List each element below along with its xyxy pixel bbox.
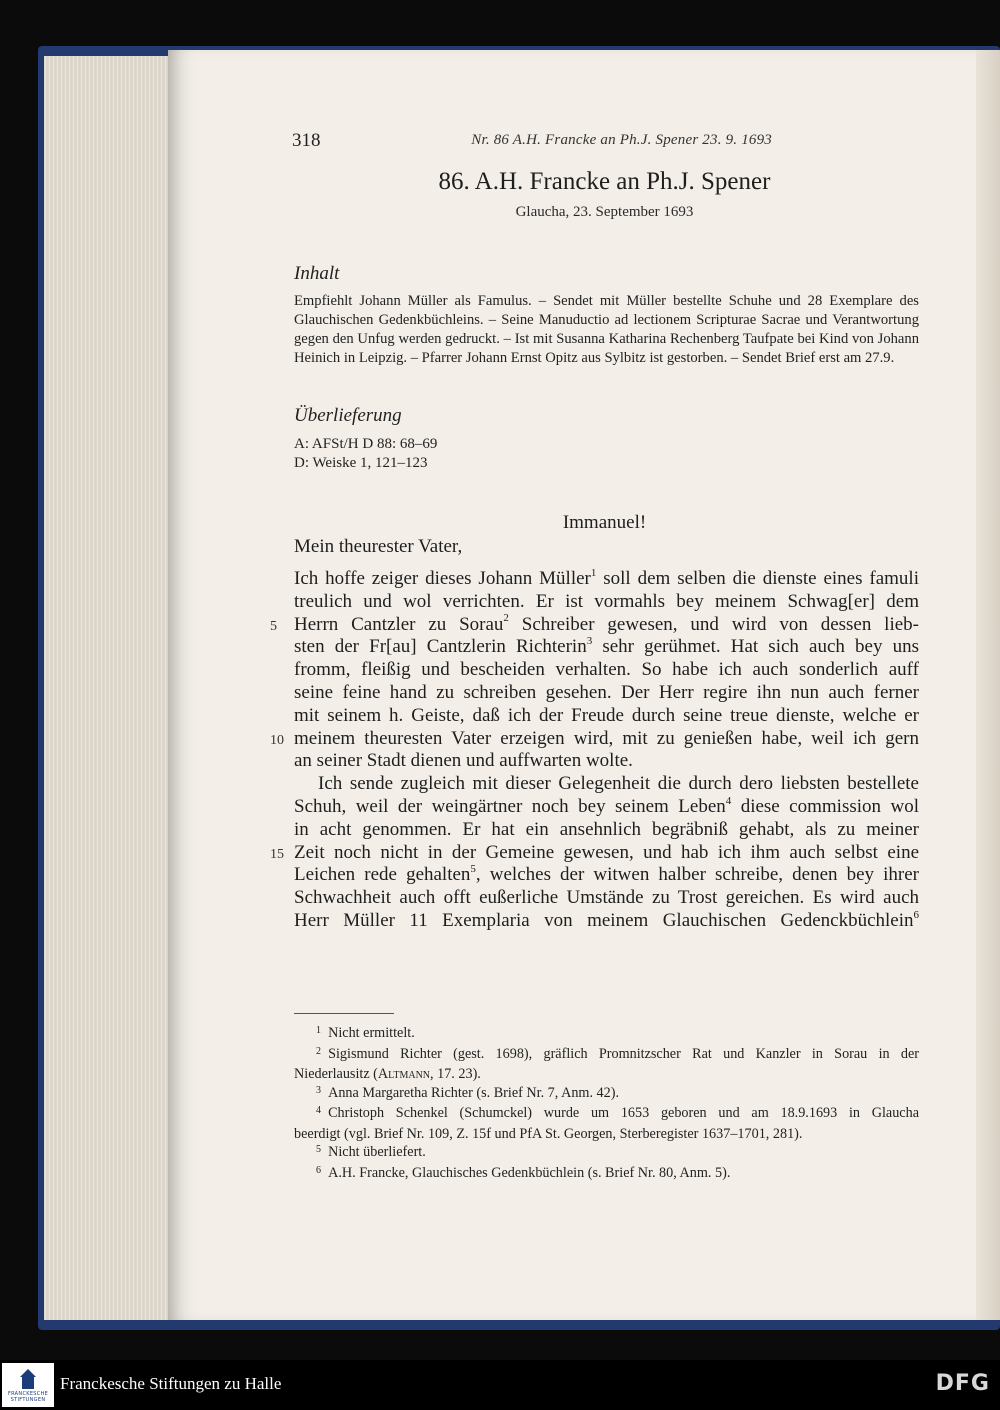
viewer-footer [0,1360,1000,1410]
footnote-text: Nicht überliefert. [328,1144,426,1160]
letter-line: sten der Fr[au] Cantzlerin Richterin$^3$ sehr gerühmet. Hat sich auch bey uns [294,635,919,658]
house-icon [20,1369,36,1377]
footnote-number: 2 [316,1045,321,1057]
running-title: Nr. 86 A.H. Francke an Ph.J. Spener 23. 9. 1693 [471,132,772,148]
letter-line: Herr Müller 11 Exemplaria von meinem Glauchischen Gedenckbüchlein$^6$ [294,908,919,931]
footnote [294,1104,919,1143]
letter-line: Ich hoffe zeiger dieses Johann Müller$^1$ soll dem selben die dienste eines famuli [294,566,919,589]
footnote-text: Niederlausitz (Altmann, 17. 23). [294,1066,481,1082]
inhalt-summary [294,292,919,368]
footnote [294,1164,919,1185]
letter-line: Schwachheit auch offt eußerliche Umstände zu Trost gereichen. Es wird auch [294,887,919,909]
footnote-text: Anna Margaretha Richter (s. Brief Nr. 7, Anm. 42). [328,1084,619,1101]
footnote-text: Christoph Schenkel (Schumckel) wurde um 1653 geboren und am 18.9.1693 in Glaucha [328,1105,919,1121]
letter-line: Herrn Cantzler zu Sorau$^2$ Schreiber gewesen, und wird von dessen lieb- [294,612,919,635]
institution-name[interactable]: Franckesche Stiftungen zu Halle [60,1374,282,1393]
dfg-logo[interactable]: DFG [935,1371,990,1396]
footnote-rule [294,1013,394,1014]
transmission-line: D: Weiske 1, 121–123 [294,455,428,471]
letter-line: Zeit noch nicht in der Gemeine gewesen, und hab ich ihm auch selbst eine [294,841,919,863]
line-number: 15 [270,847,284,862]
footnote [294,1143,919,1164]
footnote-ref[interactable]: 4 [725,794,732,807]
letter-heading: Immanuel! [562,512,647,533]
letter-line: mit seinem h. Geiste, daß ich der Freude durch seine treue dienste, welche er [294,704,919,726]
letter-line: Schuh, weil der weingärtner noch bey seinem Leben$^4$ diese commission wol [294,794,919,817]
footnote-number: 4 [316,1105,321,1116]
inhalt-heading: Inhalt [294,263,340,284]
footnote-ref[interactable]: 6 [913,908,919,921]
footnote-number: 3 [316,1084,321,1096]
footnote-text: beerdigt (vgl. Brief Nr. 109, Z. 15f und PfA St. Georgen, Sterberegister 1637–1701, 281). [294,1125,803,1142]
footnote-number: 1 [316,1025,321,1036]
letter-body [294,568,919,933]
page-edges [44,56,172,1320]
footnote-ref[interactable]: 1 [590,566,597,579]
footnote-text: A.H. Francke, Glauchisches Gedenkbüchlein (s. Brief Nr. 80, Anm. 5). [328,1164,731,1181]
letter-title: 86. A.H. Francke an Ph.J. Spener [438,168,771,195]
letter-line: Leichen rede gehalten$^5$, welches der witwen halber schreibe, denen bey ihrer [294,863,919,886]
page-right-edge [976,50,1000,1320]
footnote-ref[interactable]: 3 [586,635,593,648]
transmission-line: A: AFSt/H D 88: 68–69 [294,436,438,452]
footnote [294,1024,919,1045]
footnote-text: Nicht ermittelt. [328,1025,415,1041]
letter-line: treulich und wol verrichten. Er ist vormahls bey meinem Schwag[er] dem [294,590,919,612]
franckesche-logo[interactable] [2,1363,54,1407]
footnote-text: Sigismund Richter (gest. 1698), gräflich Promnitzscher Rat und Kanzler in Sorau in der [328,1045,919,1062]
footnotes [294,1024,919,1184]
letter-line: an seiner Stadt dienen und auffwarten wolte. [294,750,633,772]
letter-line: seine feine hand zu schreiben gesehen. Der Herr regire ihn nun auch ferner [294,681,919,703]
line-number: 5 [270,619,277,634]
footnote [294,1045,919,1084]
letter-line: fromm, fleißig und bescheiden verhalten. So habe ich auch sonderlich auff [294,659,919,681]
letter-salutation: Mein theurester Vater, [294,536,463,557]
footnote-ref[interactable]: 2 [503,612,509,625]
house-icon-body [22,1377,34,1389]
line-number: 10 [270,733,284,748]
footnote-ref[interactable]: 5 [470,863,476,876]
inhalt-text: Empfiehlt Johann Müller als Famulus. – Sendet mit Müller bestellte Schuhe und 28 Exemplare des Glauchischen Gedenkbüchleins. – Seine Manuductio ad lectionem Scripturae Sacrae und Verantwortung gegen den Unfug werden gedruckt. – Ist mit Susanna Katharina Rechenberg Taufpate bei Kind von Johann Heinich in Leipzig. – Pfarrer Johann Ernst Opitz aus Sylbitz ist gestorben. – Sendet Brief erst am 27.9. [294,293,919,366]
ueberlieferung-heading: Überlieferung [294,405,402,426]
page-number: 318 [292,130,321,151]
footnote-number: 6 [316,1164,321,1176]
logo-text: FRANCKESCHE STIFTUNGEN [7,1391,49,1403]
footnote [294,1084,919,1105]
footnote-number: 5 [316,1144,321,1155]
letter-line: Ich sende zugleich mit dieser Gelegenheit die durch dero liebsten bestellete [318,773,919,795]
letter-place-date: Glaucha, 23. September 1693 [515,204,694,220]
ueberlieferung-list [294,435,694,473]
running-header [292,130,772,152]
letter-line: in acht genommen. Er hat ein ansehnlich begräbniß gehabt, als zu meiner [294,818,919,840]
letter-line: meinem theuresten Vater erzeigen wird, mit zu genießen habe, weil ich gern [294,727,919,749]
